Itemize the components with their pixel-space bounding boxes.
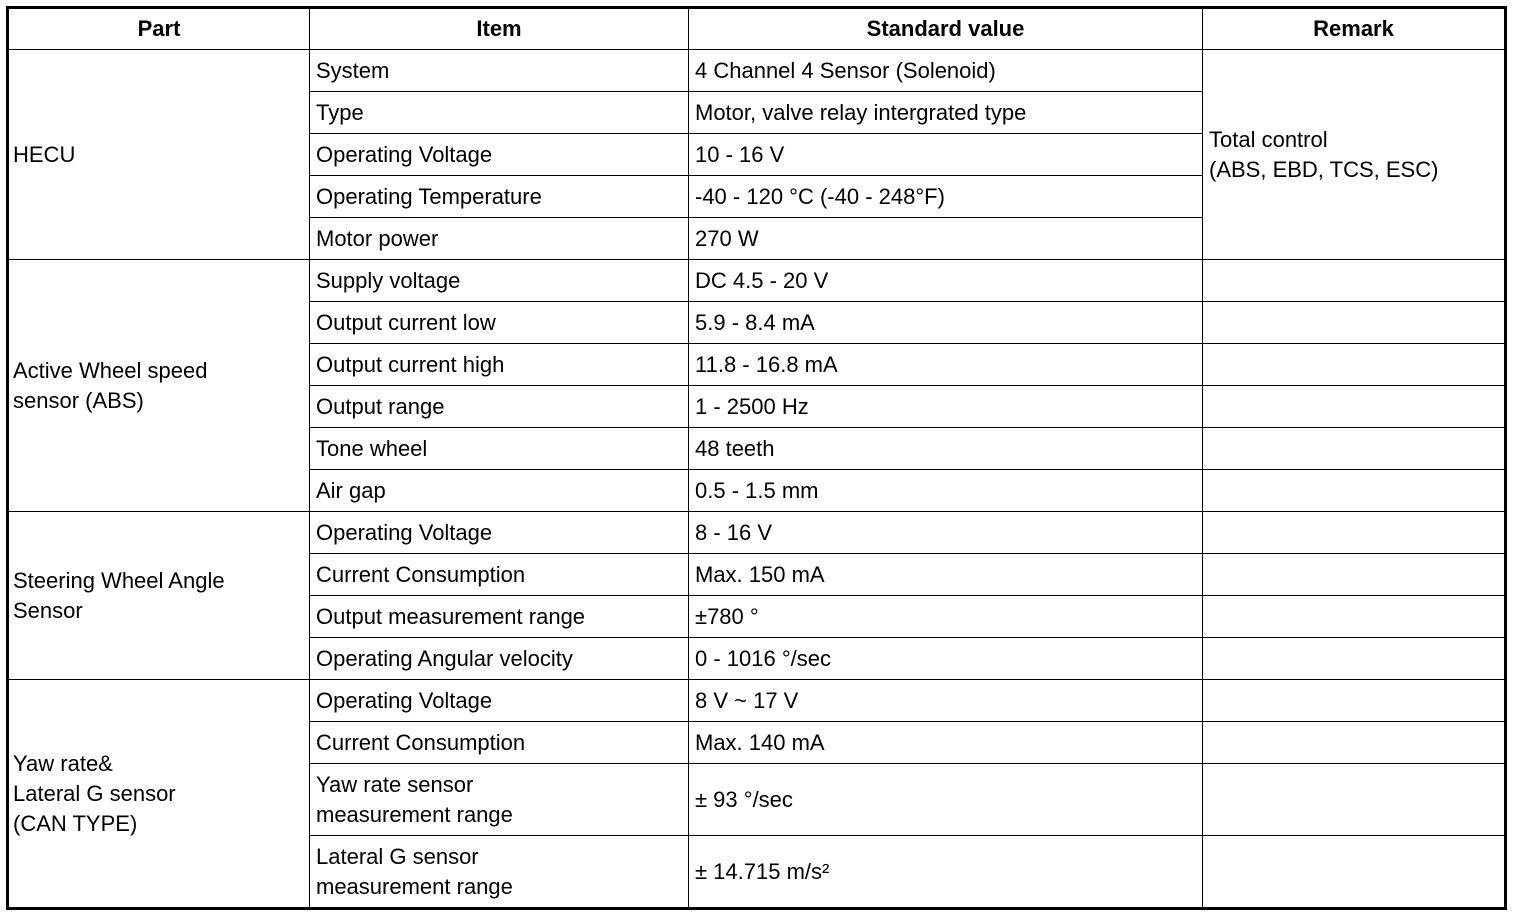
item-cell: Operating Voltage (310, 512, 689, 554)
remark-cell (1203, 764, 1506, 836)
value-cell: 0 - 1016 °/sec (689, 638, 1203, 680)
header-standard-value: Standard value (689, 8, 1203, 50)
item-cell: Tone wheel (310, 428, 689, 470)
item-cell: Supply voltage (310, 260, 689, 302)
value-cell: 4 Channel 4 Sensor (Solenoid) (689, 50, 1203, 92)
table-row (8, 260, 1506, 302)
value-cell: 8 - 16 V (689, 512, 1203, 554)
remark-cell (1203, 680, 1506, 722)
remark-cell (1203, 512, 1506, 554)
item-cell: Operating Angular velocity (310, 638, 689, 680)
value-cell: ± 93 °/sec (689, 764, 1203, 836)
remark-cell: Total control (ABS, EBD, TCS, ESC) (1203, 50, 1506, 260)
value-cell: Motor, valve relay intergrated type (689, 92, 1203, 134)
remark-cell (1203, 260, 1506, 302)
header-row (8, 8, 1506, 50)
item-cell: Current Consumption (310, 722, 689, 764)
item-cell: Type (310, 92, 689, 134)
item-cell: System (310, 50, 689, 92)
item-cell: Operating Voltage (310, 680, 689, 722)
value-cell: 10 - 16 V (689, 134, 1203, 176)
spec-table (6, 6, 1507, 910)
value-cell: 270 W (689, 218, 1203, 260)
item-cell: Output current high (310, 344, 689, 386)
value-cell: -40 - 120 °C (-40 - 248°F) (689, 176, 1203, 218)
part-cell: Yaw rate& Lateral G sensor (CAN TYPE) (8, 680, 310, 909)
value-cell: 8 V ~ 17 V (689, 680, 1203, 722)
value-cell: Max. 140 mA (689, 722, 1203, 764)
item-cell: Current Consumption (310, 554, 689, 596)
value-cell: 1 - 2500 Hz (689, 386, 1203, 428)
item-cell: Operating Voltage (310, 134, 689, 176)
item-cell: Operating Temperature (310, 176, 689, 218)
remark-cell (1203, 722, 1506, 764)
remark-cell (1203, 470, 1506, 512)
remark-cell (1203, 302, 1506, 344)
remark-cell (1203, 596, 1506, 638)
value-cell: 11.8 - 16.8 mA (689, 344, 1203, 386)
item-cell: Lateral G sensor measurement range (310, 836, 689, 909)
item-cell: Air gap (310, 470, 689, 512)
value-cell: 5.9 - 8.4 mA (689, 302, 1203, 344)
remark-cell (1203, 344, 1506, 386)
item-cell: Output range (310, 386, 689, 428)
table-row (8, 50, 1506, 92)
remark-cell (1203, 428, 1506, 470)
remark-cell (1203, 554, 1506, 596)
header-part: Part (8, 8, 310, 50)
value-cell: 0.5 - 1.5 mm (689, 470, 1203, 512)
item-cell: Motor power (310, 218, 689, 260)
value-cell: DC 4.5 - 20 V (689, 260, 1203, 302)
part-cell: HECU (8, 50, 310, 260)
value-cell: ±780 ° (689, 596, 1203, 638)
header-item: Item (310, 8, 689, 50)
value-cell: ± 14.715 m/s² (689, 836, 1203, 909)
remark-cell (1203, 386, 1506, 428)
header-remark: Remark (1203, 8, 1506, 50)
table-row (8, 680, 1506, 722)
item-cell: Output measurement range (310, 596, 689, 638)
value-cell: 48 teeth (689, 428, 1203, 470)
part-cell: Active Wheel speed sensor (ABS) (8, 260, 310, 512)
item-cell: Yaw rate sensor measurement range (310, 764, 689, 836)
item-cell: Output current low (310, 302, 689, 344)
table-row (8, 512, 1506, 554)
part-cell: Steering Wheel Angle Sensor (8, 512, 310, 680)
value-cell: Max. 150 mA (689, 554, 1203, 596)
remark-cell (1203, 638, 1506, 680)
remark-cell (1203, 836, 1506, 909)
